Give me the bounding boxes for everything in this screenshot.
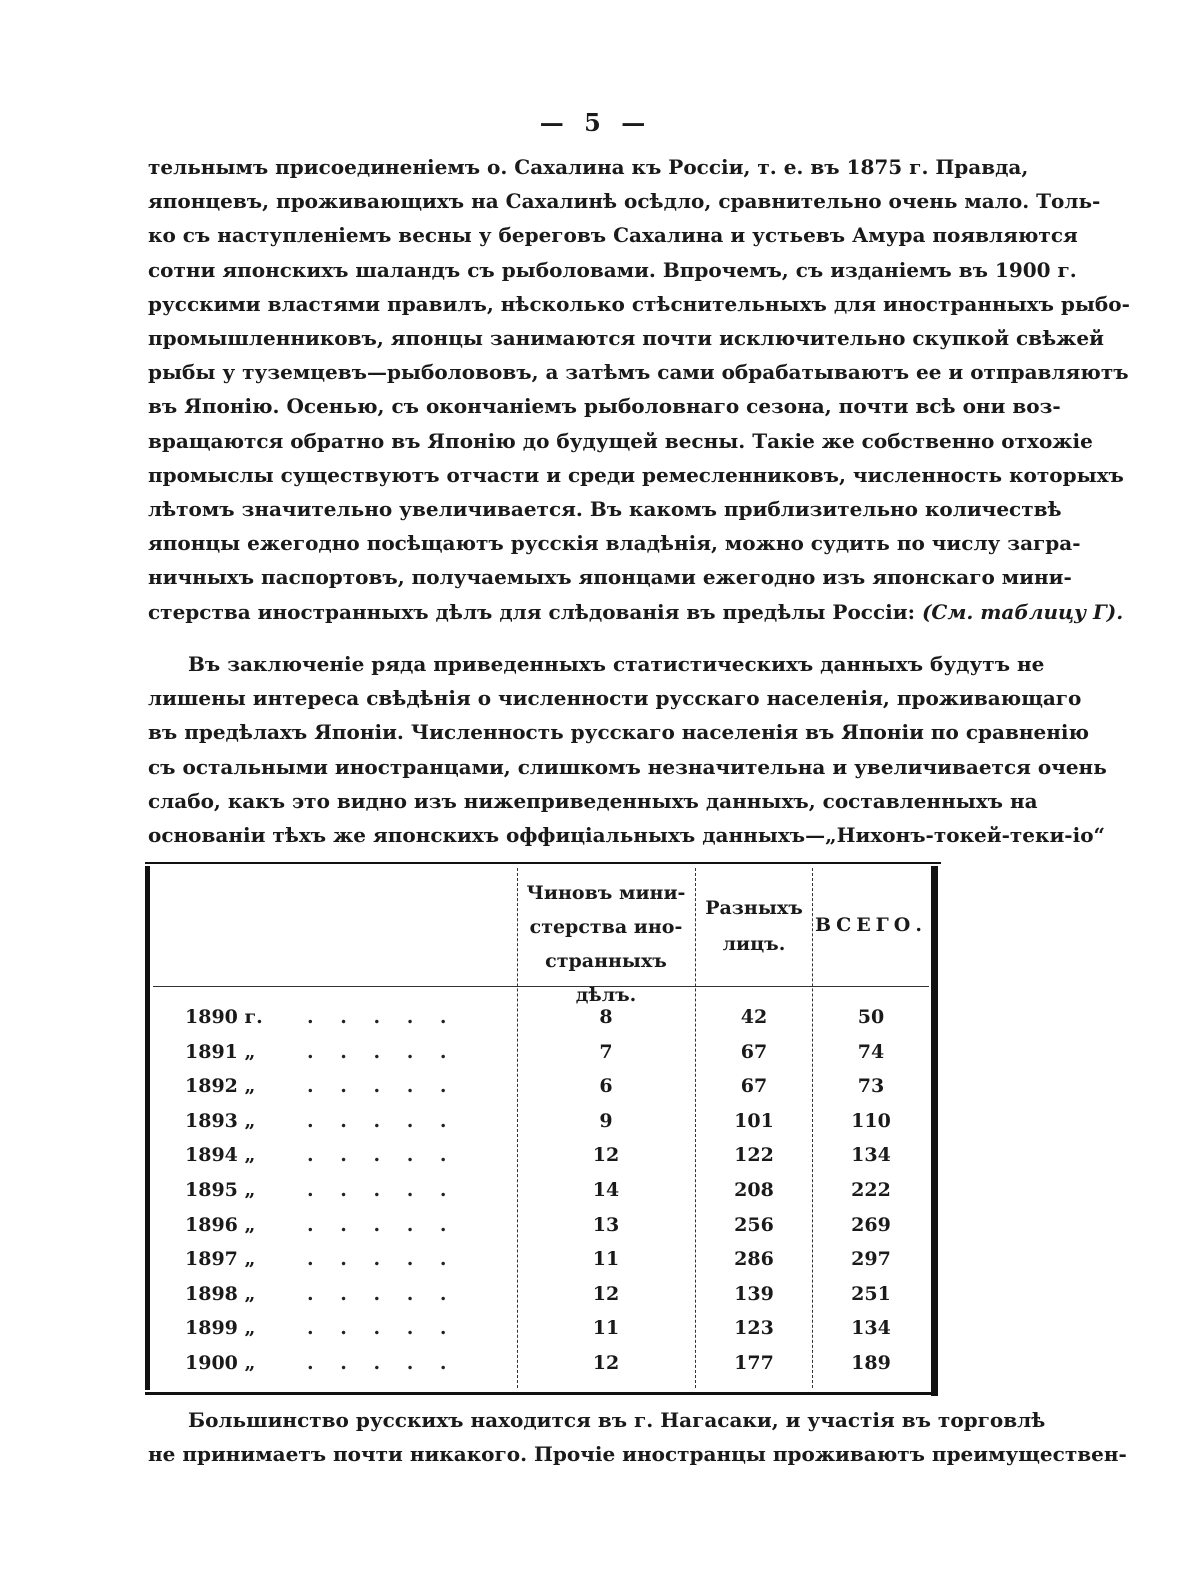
table-row xyxy=(145,1175,935,1210)
various-cell: 42 xyxy=(740,1006,768,1028)
total-cell: 134 xyxy=(851,1144,891,1167)
various-cell: 139 xyxy=(734,1282,774,1305)
leader-dots: . . . . . xyxy=(307,1248,457,1271)
table-row xyxy=(145,1279,935,1314)
various-cell: 256 xyxy=(734,1213,774,1236)
paragraph-3 xyxy=(148,1403,1127,1471)
leader-dots: . . . . . xyxy=(307,1075,457,1098)
text-line: японцы ежегодно посѣщаютъ русскія владѣнія, можно судить по числу загра- xyxy=(148,531,1081,556)
header-line: Чиновъ мини- xyxy=(526,882,686,904)
header-line: лицъ. xyxy=(722,933,786,955)
officials-cell: 8 xyxy=(599,1006,613,1028)
table-row xyxy=(145,1313,935,1348)
leader-dots: . . . . . xyxy=(307,1109,457,1132)
text-line: въ предѣлахъ Японіи. Численность русскаго населенія въ Японіи по сравненію xyxy=(148,720,1089,745)
total-cell: 73 xyxy=(857,1075,885,1098)
total-cell: 50 xyxy=(857,1006,885,1028)
total-cell: 269 xyxy=(851,1213,891,1236)
total-cell: 74 xyxy=(857,1040,885,1063)
text-line: вращаются обратно въ Японію до будущей весны. Такіе же собственно отхожіе xyxy=(148,428,1093,453)
various-cell: 67 xyxy=(740,1040,768,1063)
year-cell: 1898 „ xyxy=(185,1282,256,1305)
text-line-last xyxy=(148,595,1124,629)
total-cell: 189 xyxy=(851,1351,891,1374)
year-cell: 1890 г. xyxy=(185,1006,263,1028)
text-line: слабо, какъ это видно изъ нижеприведенныхъ данныхъ, составленныхъ на xyxy=(148,788,1038,813)
officials-cell: 6 xyxy=(599,1075,613,1098)
table-row xyxy=(145,1140,935,1175)
text-line: ничныхъ паспортовъ, получаемыхъ японцами ежегодно изъ японскаго мини- xyxy=(148,565,1072,590)
table-row xyxy=(145,1106,935,1141)
leader-dots: . . . . . xyxy=(307,1282,457,1305)
officials-cell: 11 xyxy=(592,1317,620,1340)
table-row xyxy=(145,1244,935,1279)
header-line: стерства ино- xyxy=(529,916,683,938)
text-line: лѣтомъ значительно увеличивается. Въ какомъ приблизительно количествѣ xyxy=(148,497,1062,522)
text-line: сотни японскихъ шаландъ съ рыболовами. Впрочемъ, съ изданіемъ въ 1900 г. xyxy=(148,257,1077,282)
various-cell: 286 xyxy=(734,1248,774,1271)
leader-dots: . . . . . xyxy=(307,1006,457,1028)
table-row xyxy=(145,1002,935,1037)
officials-cell: 11 xyxy=(592,1248,620,1271)
various-cell: 208 xyxy=(734,1178,774,1201)
officials-cell: 12 xyxy=(592,1351,620,1374)
text-line: рыбы у туземцевъ—рыболововъ, а затѣмъ сами обрабатываютъ ее и отправляютъ xyxy=(148,360,1129,385)
text-line: промыслы существуютъ отчасти и среди ремесленниковъ, численность которыхъ xyxy=(148,462,1124,487)
leader-dots: . . . . . xyxy=(307,1213,457,1236)
text-line: стерства иностранныхъ дѣлъ для слѣдованія въ предѣлы Россіи: xyxy=(148,599,915,624)
leader-dots: . . . . . xyxy=(307,1144,457,1167)
text-line: промышленниковъ, японцы занимаются почти исключительно скупкой свѣжей xyxy=(148,326,1104,351)
text-line: въ Японію. Осенью, съ окончаніемъ рыболовнаго сезона, почти всѣ они воз- xyxy=(148,394,1061,419)
year-cell: 1894 „ xyxy=(185,1144,256,1167)
leader-dots: . . . . . xyxy=(307,1317,457,1340)
table-row xyxy=(145,1210,935,1245)
total-cell: 251 xyxy=(851,1282,891,1305)
officials-cell: 12 xyxy=(592,1144,620,1167)
page-number: — 5 — xyxy=(539,108,652,137)
officials-cell: 9 xyxy=(599,1109,613,1132)
text-line: Въ заключеніе ряда приведенныхъ статистическихъ данныхъ будутъ не xyxy=(188,652,1045,676)
officials-cell: 14 xyxy=(592,1178,620,1201)
various-cell: 101 xyxy=(734,1109,774,1132)
officials-cell: 12 xyxy=(592,1282,620,1305)
year-cell: 1893 „ xyxy=(185,1109,256,1132)
various-cell: 67 xyxy=(740,1075,768,1098)
table-reference: (См. таблицу Г). xyxy=(921,599,1124,624)
total-cell: 222 xyxy=(851,1178,891,1201)
year-cell: 1891 „ xyxy=(185,1040,256,1063)
total-cell: 297 xyxy=(851,1248,891,1271)
officials-cell: 7 xyxy=(599,1040,613,1063)
paragraph-1 xyxy=(148,150,1130,629)
table-row xyxy=(145,1037,935,1072)
text-line: Большинство русскихъ находится въ г. Нагасаки, и участія въ торговлѣ xyxy=(188,1408,1046,1432)
year-cell: 1892 „ xyxy=(185,1075,256,1098)
text-line: тельнымъ присоединеніемъ о. Сахалина къ Россіи, т. е. въ 1875 г. Правда, xyxy=(148,155,1029,179)
header-total: ВСЕГО. xyxy=(815,914,927,936)
various-cell: 122 xyxy=(734,1144,774,1167)
text-line: японцевъ, проживающихъ на Сахалинѣ осѣдло, сравнительно очень мало. Толь- xyxy=(148,189,1101,214)
text-line: съ остальными иностранцами, слишкомъ незначительна и увеличивается очень xyxy=(148,754,1107,779)
header-line: странныхъ дѣлъ. xyxy=(545,950,667,1006)
header-line: Разныхъ xyxy=(705,897,803,919)
text-line: ко съ наступленіемъ весны у береговъ Сахалина и устьевъ Амура появляются xyxy=(148,223,1078,248)
table-top-border xyxy=(145,862,941,864)
various-cell: 177 xyxy=(734,1351,774,1374)
year-cell: 1900 „ xyxy=(185,1351,256,1374)
text-line: русскими властями правилъ, нѣсколько стѣснительныхъ для иностранныхъ рыбо- xyxy=(148,291,1130,316)
table-row xyxy=(145,1071,935,1106)
leader-dots: . . . . . xyxy=(307,1040,457,1063)
year-cell: 1895 „ xyxy=(185,1178,256,1201)
paragraph-2 xyxy=(148,647,1107,852)
leader-dots: . . . . . xyxy=(307,1178,457,1201)
statistics-table xyxy=(145,862,945,1398)
text-line: основаніи тѣхъ же японскихъ оффиціальныхъ данныхъ—„Нихонъ-токей-теки-іо“ xyxy=(148,823,1106,848)
header-various xyxy=(698,890,810,962)
text-line: не принимаетъ почти никакого. Прочіе иностранцы проживаютъ преимуществен- xyxy=(148,1442,1127,1467)
header-officials xyxy=(520,876,692,1012)
table-body xyxy=(145,1002,935,1383)
total-cell: 110 xyxy=(851,1109,891,1132)
total-cell: 134 xyxy=(851,1317,891,1340)
leader-dots: . . . . . xyxy=(307,1351,457,1374)
year-cell: 1897 „ xyxy=(185,1248,256,1271)
table-row xyxy=(145,1348,935,1383)
table-bottom-border xyxy=(145,1392,938,1395)
year-cell: 1896 „ xyxy=(185,1213,256,1236)
year-cell: 1899 „ xyxy=(185,1317,256,1340)
officials-cell: 13 xyxy=(592,1213,620,1236)
text-line: лишены интереса свѣдѣнія о численности русскаго населенія, проживающаго xyxy=(148,686,1082,711)
various-cell: 123 xyxy=(734,1317,774,1340)
